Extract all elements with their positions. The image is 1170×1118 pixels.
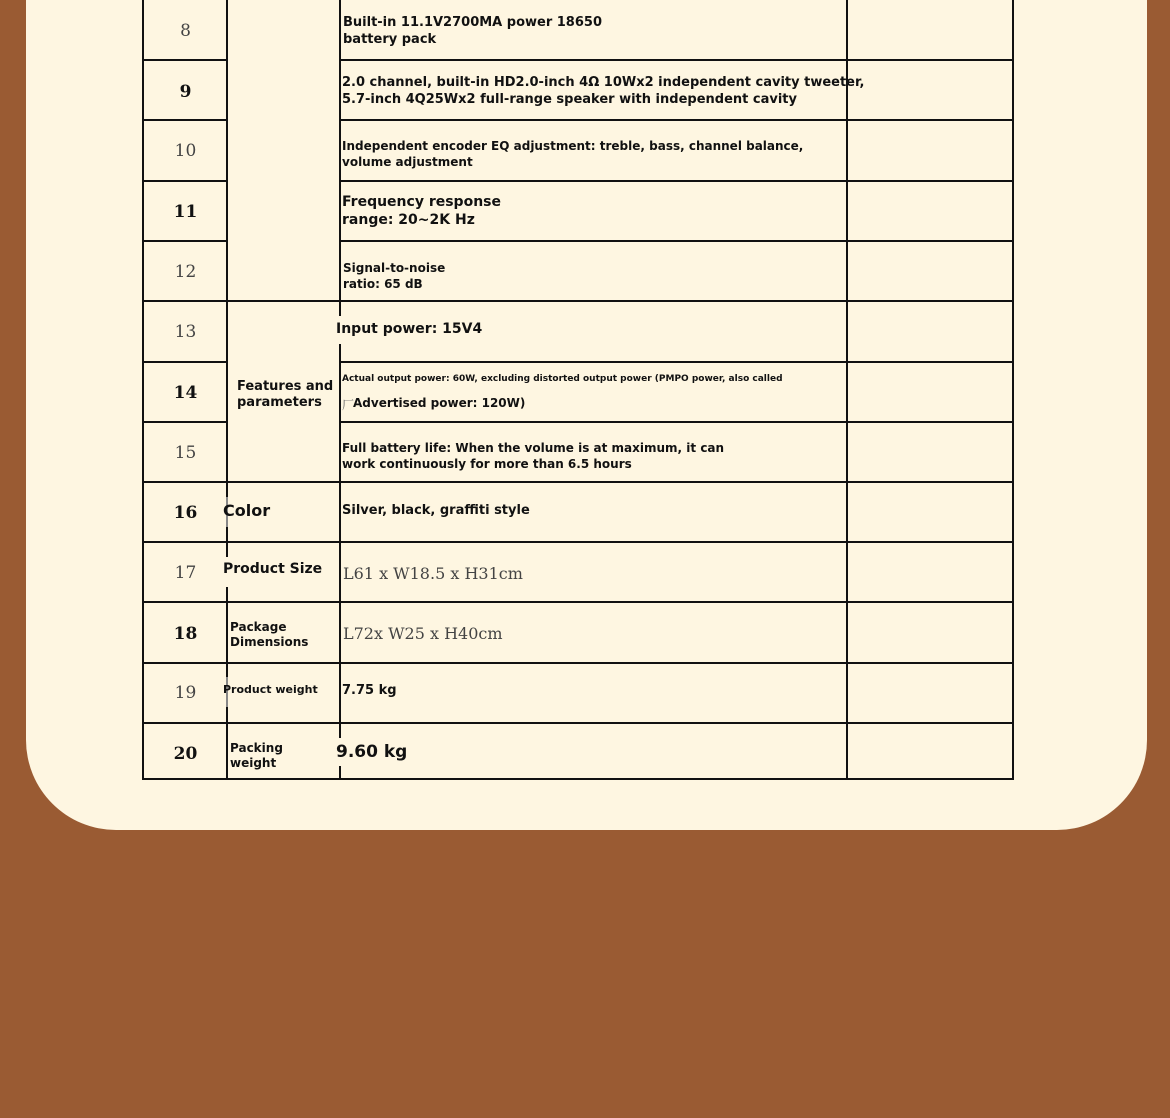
category-label: Product weight — [223, 683, 318, 696]
spec-value: Input power: 15V4 — [336, 321, 483, 337]
spec-value: 9.60 kg — [336, 742, 408, 762]
spec-value: 2.0 channel, built-in HD2.0-inch 4Ω 10Wx2 independent cavity tweeter, 5.7-inch 4Q25Wx2 full-range speaker with independent cavity — [342, 75, 865, 107]
category-label: Packing weight — [230, 741, 283, 770]
row-divider — [142, 240, 228, 242]
row-number: 13 — [174, 322, 197, 342]
spec-value: Signal-to-noise ratio: 65 dB — [343, 261, 446, 291]
row-divider — [339, 361, 1014, 363]
row-divider — [142, 722, 1014, 724]
row-number: 15 — [174, 443, 197, 463]
row-divider — [142, 481, 1014, 483]
row-divider — [339, 180, 1014, 182]
row-divider — [142, 300, 1014, 302]
row-divider — [339, 59, 1014, 61]
row-number: 18 — [173, 624, 198, 644]
row-divider — [142, 541, 1014, 543]
row-divider — [142, 59, 228, 61]
row-number: 17 — [174, 563, 197, 583]
row-number: 16 — [173, 503, 198, 523]
spec-value: Built-in 11.1V2700MA power 18650 battery pack — [343, 15, 602, 47]
row-divider — [142, 601, 1014, 603]
spec-value: 7.75 kg — [342, 683, 397, 698]
spec-value: Full battery life: When the volume is at maximum, it can work continuously for more than 6.5 hours — [342, 441, 725, 471]
category-label: Color — [223, 501, 271, 520]
row-number: 14 — [173, 383, 198, 403]
row-divider — [142, 361, 228, 363]
category-label: Package Dimensions — [230, 620, 309, 649]
row-divider — [142, 180, 228, 182]
row-number: 11 — [173, 202, 198, 222]
row-divider — [339, 119, 1014, 121]
group-label: Features and parameters — [237, 379, 334, 410]
row-divider — [142, 662, 1014, 664]
row-number: 10 — [174, 141, 197, 161]
spec-value: Advertised power: 120W) — [353, 396, 526, 410]
spec-value: L72x W25 x H40cm — [343, 624, 503, 643]
spec-glyph: 厂 — [342, 398, 355, 412]
spec-value: L61 x W18.5 x H31cm — [343, 564, 523, 583]
row-number: 8 — [180, 21, 191, 41]
row-number: 19 — [174, 683, 197, 703]
spec-value: Silver, black, graffiti style — [342, 503, 530, 518]
spec-value: Independent encoder EQ adjustment: treble, bass, channel balance, volume adjustment — [342, 139, 804, 169]
row-divider — [339, 240, 1014, 242]
row-number: 12 — [174, 262, 197, 282]
spec-value: Actual output power: 60W, excluding distorted output power (PMPO power, also called — [342, 374, 783, 384]
row-divider — [339, 421, 1014, 423]
row-divider — [142, 119, 228, 121]
category-label: Product Size — [223, 561, 323, 577]
row-divider — [142, 421, 228, 423]
spec-value: Frequency response range: 20~2K Hz — [342, 194, 501, 228]
row-number: 20 — [173, 744, 198, 764]
row-number: 9 — [179, 82, 192, 102]
